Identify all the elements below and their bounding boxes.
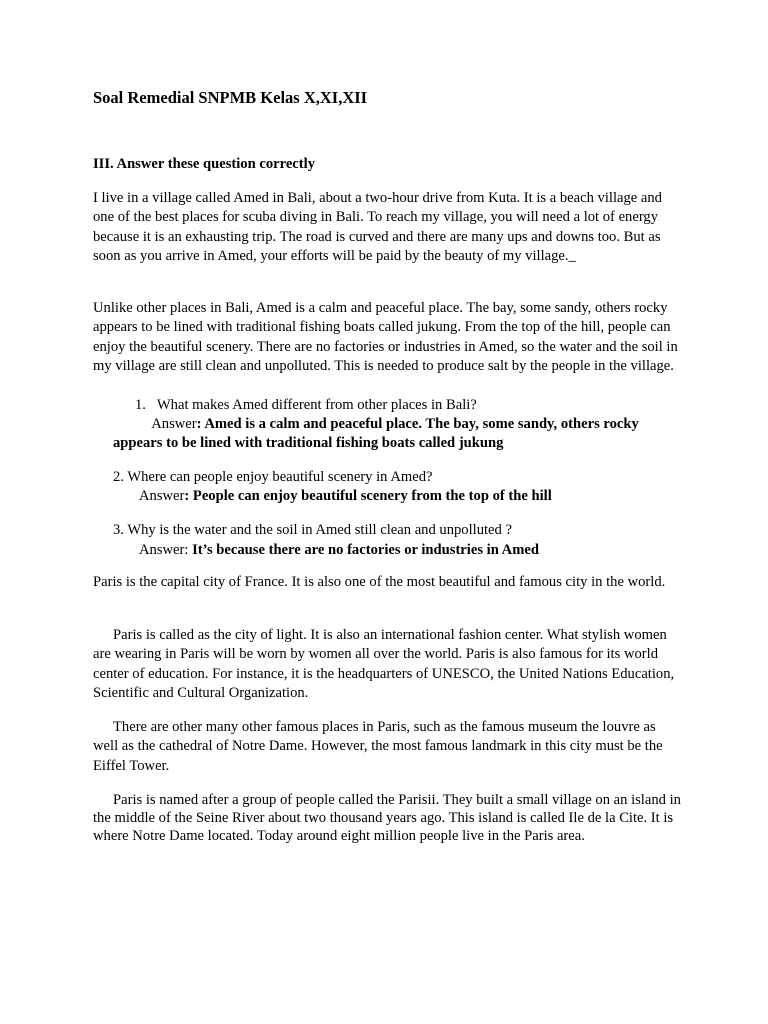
paragraph-amed-intro-text: I live in a village called Amed in Bali, about a two-hour drive from Kuta. It is a beach village and one of the best places for scuba diving in Bali. To reach my village, you will need a lot of energy because it is an exhausting trip. The road is curved and there are many ups and downs too. But as soon as you arrive in Amed, your efforts will be paid by the beauty of my village. [93,190,662,265]
answer-text: : Amed is a calm and peaceful place. The bay, some sandy, others rocky appears to be lined with traditional fishing boats called jukung [113,416,639,452]
question-text: Why is the water and the soil in Amed still clean and unpolluted ? [127,522,512,538]
answer-2 [139,487,699,506]
question-number: 1. [135,397,146,413]
answer-label: Answer: [139,542,193,558]
paragraph-paris-intro: Paris is the capital city of France. It is also one of the most beautiful and famous city in the world. [93,574,666,590]
paragraph-amed-description: Unlike other places in Bali, Amed is a calm and peaceful place. The bay, some sandy, others rocky appears to be lined with traditional fishing boats called jukung. From the top of the hill, people can enjoy the beautiful scenery. There are no factories or industries in Amed, so the water and the soil in my village are still clean and unpolluted. This is needed to produce salt by the people in the village. [93,300,678,375]
document-title: Soal Remedial SNPMB Kelas X,XI,XII [93,88,368,107]
question-1 [135,396,695,415]
question-number: 3. [113,522,124,538]
paragraph-paris-places: There are other many other famous places in Paris, such as the famous museum the louvre as well as the cathedral of Notre Dame. However, the most famous landmark in this city must be the Eiffel Tower. [93,719,663,774]
answer-label: Answer [151,416,197,432]
paragraph-paris-light: Paris is called as the city of light. It is also an international fashion center. What stylish women are wearing in Paris will be worn by women all over the world. Paris is also famous for its world center of education. For instance, it is the headquarters of UNESCO, the United Nations Education, Scientific and Cultural Organization. [93,627,675,702]
question-number: 2. [113,469,124,485]
answer-label: Answer [139,488,185,504]
answer-text: It’s because there are no factories or industries in Amed [192,542,539,558]
question-text: Where can people enjoy beautiful scenery in Amed? [127,469,433,485]
paragraph-amed-intro [93,189,683,267]
question-2 [113,468,683,487]
paragraph-link[interactable]: _ [568,248,576,265]
question-3 [113,521,683,540]
paragraph-paris-name: Paris is named after a group of people called the Parisii. They built a small village on an island in the middle of the Seine River about two thousand years ago. This island is called Ile de la Cite. It is where Notre Dame located. Today around eight million people live in the Paris area. [93,792,681,845]
answer-1 [113,415,683,454]
answer-text: : People can enjoy beautiful scenery from the top of the hill [184,488,552,504]
section-heading: III. Answer these question correctly [93,156,315,172]
answer-3 [139,541,699,560]
question-text: What makes Amed different from other places in Bali? [156,397,477,413]
